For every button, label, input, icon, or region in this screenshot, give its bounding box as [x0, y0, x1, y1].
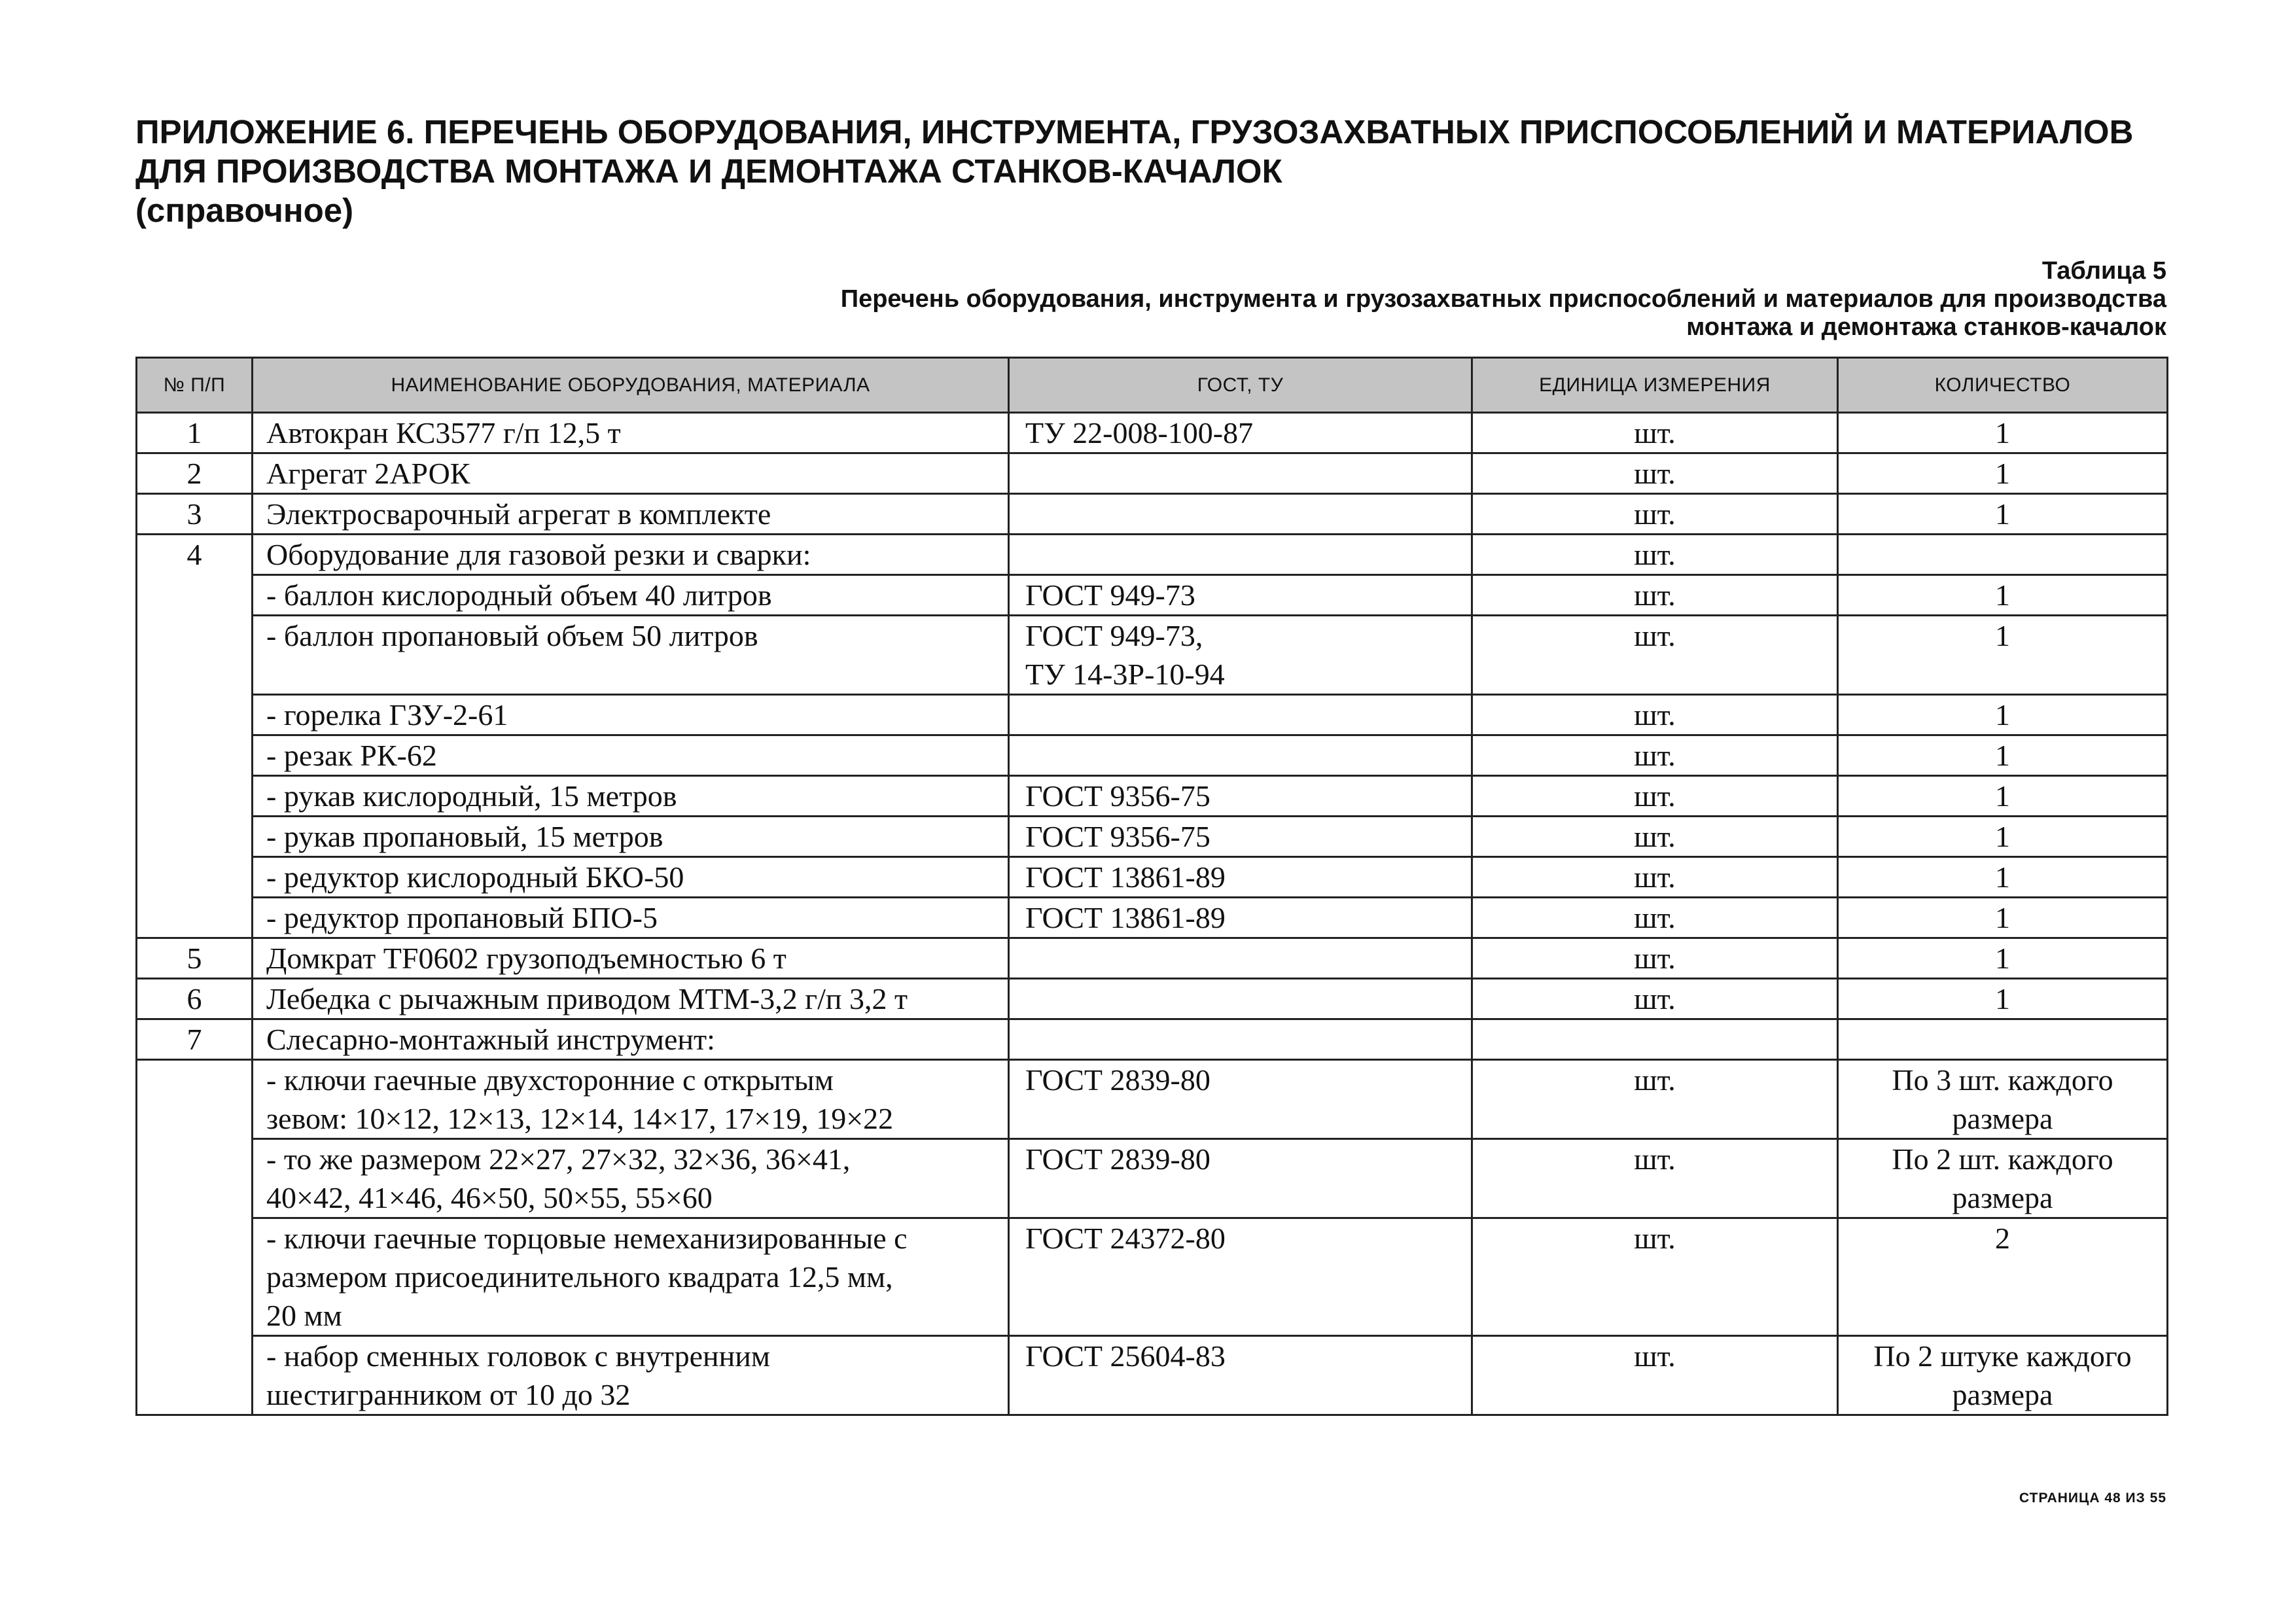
cell-no	[137, 1060, 253, 1139]
appendix-heading	[135, 113, 2170, 230]
cell-gost: ГОСТ 24372-80	[1009, 1218, 1472, 1336]
cell-qty: 1	[1838, 453, 2168, 494]
table-title-line-2: монтажа и демонтажа станков-качалок	[1686, 313, 2166, 341]
qty-line-1: По 2 шт. каждого	[1892, 1142, 2113, 1176]
cell-gost: ГОСТ 9356-75	[1009, 817, 1472, 857]
heading-line-1: ПРИЛОЖЕНИЕ 6. ПЕРЕЧЕНЬ ОБОРУДОВАНИЯ, ИНСТРУМЕНТА, ГРУЗОЗАХВАТНЫХ ПРИСПОСОБЛЕНИЙ И МАТЕРИАЛОВ	[135, 113, 2134, 150]
table-row	[137, 979, 2168, 1019]
cell-unit: шт.	[1472, 494, 1838, 535]
table-row	[137, 575, 2168, 616]
table-row	[137, 898, 2168, 938]
name-line-1: - то же размером 22×27, 27×32, 32×36, 36×41,	[266, 1142, 851, 1176]
cell-unit: шт.	[1472, 535, 1838, 575]
cell-unit: шт.	[1472, 1218, 1838, 1336]
cell-qty: 1	[1838, 938, 2168, 979]
table-caption	[465, 257, 2166, 342]
table-header-row	[137, 358, 2168, 413]
cell-name	[253, 1139, 1009, 1218]
cell-qty: 1	[1838, 776, 2168, 817]
cell-name: - рукав кислородный, 15 метров	[253, 776, 1009, 817]
table-row	[137, 938, 2168, 979]
cell-name: - редуктор пропановый БПО-5	[253, 898, 1009, 938]
cell-name: Домкрат TF0602 грузоподъемностью 6 т	[253, 938, 1009, 979]
cell-unit: шт.	[1472, 898, 1838, 938]
name-line-3: 20 мм	[266, 1299, 342, 1332]
cell-no: 7	[137, 1019, 253, 1060]
cell-qty: 1	[1838, 616, 2168, 695]
cell-name	[253, 1336, 1009, 1415]
table-row	[137, 817, 2168, 857]
table-row	[137, 413, 2168, 453]
cell-unit: шт.	[1472, 979, 1838, 1019]
cell-unit: шт.	[1472, 413, 1838, 453]
cell-qty	[1838, 1060, 2168, 1139]
name-line-1: - ключи гаечные торцовые немеханизированные с	[266, 1222, 908, 1255]
cell-gost	[1009, 1019, 1472, 1060]
cell-gost	[1009, 616, 1472, 695]
heading-line-2: ДЛЯ ПРОИЗВОДСТВА МОНТАЖА И ДЕМОНТАЖА СТАНКОВ-КАЧАЛОК	[135, 152, 1282, 190]
cell-name: Лебедка с рычажным приводом МТМ-3,2 г/п 3,2 т	[253, 979, 1009, 1019]
cell-qty	[1838, 1336, 2168, 1415]
name-line-2: размером присоединительного квадрата 12,5 мм,	[266, 1260, 893, 1294]
cell-no: 6	[137, 979, 253, 1019]
cell-no	[137, 817, 253, 857]
name-line-2: зевом: 10×12, 12×13, 12×14, 14×17, 17×19, 19×22	[266, 1102, 894, 1135]
cell-no: 5	[137, 938, 253, 979]
gost-line-1: ГОСТ 949-73,	[1025, 619, 1203, 652]
cell-qty: 1	[1838, 494, 2168, 535]
qty-line-2: размера	[1952, 1181, 2053, 1214]
cell-no: 3	[137, 494, 253, 535]
page-number: СТРАНИЦА 48 ИЗ 55	[2019, 1490, 2166, 1506]
cell-name: Электросварочный агрегат в комплекте	[253, 494, 1009, 535]
cell-no	[137, 857, 253, 898]
cell-name: - редуктор кислородный БКО-50	[253, 857, 1009, 898]
table-row	[137, 616, 2168, 695]
cell-name: - баллон пропановый объем 50 литров	[253, 616, 1009, 695]
cell-gost: ГОСТ 9356-75	[1009, 776, 1472, 817]
cell-unit: шт.	[1472, 616, 1838, 695]
cell-no	[137, 575, 253, 616]
table-label: Таблица 5	[2041, 257, 2166, 285]
cell-gost: ГОСТ 13861-89	[1009, 898, 1472, 938]
cell-name: - резак РК-62	[253, 735, 1009, 776]
cell-qty	[1838, 1019, 2168, 1060]
cell-no	[137, 616, 253, 695]
table-row	[137, 1336, 2168, 1415]
cell-no	[137, 1218, 253, 1336]
col-header-unit: ЕДИНИЦА ИЗМЕРЕНИЯ	[1472, 358, 1838, 413]
heading-line-3: (справочное)	[135, 192, 354, 229]
cell-unit: шт.	[1472, 1336, 1838, 1415]
gost-line-2: ТУ 14-3Р-10-94	[1025, 658, 1225, 691]
cell-unit: шт.	[1472, 938, 1838, 979]
cell-gost: ГОСТ 949-73	[1009, 575, 1472, 616]
col-header-qty: КОЛИЧЕСТВО	[1838, 358, 2168, 413]
cell-qty: 1	[1838, 575, 2168, 616]
cell-qty: 1	[1838, 695, 2168, 735]
cell-gost	[1009, 979, 1472, 1019]
cell-gost	[1009, 938, 1472, 979]
cell-qty	[1838, 535, 2168, 575]
cell-qty: 1	[1838, 735, 2168, 776]
cell-name	[253, 1060, 1009, 1139]
cell-gost	[1009, 735, 1472, 776]
cell-unit: шт.	[1472, 857, 1838, 898]
cell-unit: шт.	[1472, 1139, 1838, 1218]
cell-name: Автокран КС3577 г/п 12,5 т	[253, 413, 1009, 453]
cell-no: 1	[137, 413, 253, 453]
table-title-line-1: Перечень оборудования, инструмента и грузозахватных приспособлений и материалов для производства	[840, 285, 2166, 313]
cell-no	[137, 1139, 253, 1218]
cell-qty: 1	[1838, 817, 2168, 857]
col-header-name: НАИМЕНОВАНИЕ ОБОРУДОВАНИЯ, МАТЕРИАЛА	[253, 358, 1009, 413]
table-row	[137, 1060, 2168, 1139]
cell-gost: ГОСТ 2839-80	[1009, 1060, 1472, 1139]
cell-gost: ТУ 22-008-100-87	[1009, 413, 1472, 453]
cell-unit: шт.	[1472, 776, 1838, 817]
cell-name: Агрегат 2АРОК	[253, 453, 1009, 494]
cell-no	[137, 1336, 253, 1415]
cell-qty: 1	[1838, 857, 2168, 898]
table-row	[137, 1218, 2168, 1336]
cell-no	[137, 735, 253, 776]
table-row	[137, 453, 2168, 494]
table-row	[137, 776, 2168, 817]
cell-no	[137, 898, 253, 938]
cell-unit: шт.	[1472, 575, 1838, 616]
col-header-gost: ГОСТ, ТУ	[1009, 358, 1472, 413]
cell-gost	[1009, 535, 1472, 575]
equipment-table	[135, 357, 2168, 1416]
cell-no	[137, 695, 253, 735]
cell-qty: 1	[1838, 979, 2168, 1019]
cell-no: 2	[137, 453, 253, 494]
col-header-no: № П/П	[137, 358, 253, 413]
table-row	[137, 735, 2168, 776]
cell-no	[137, 776, 253, 817]
cell-unit: шт.	[1472, 1060, 1838, 1139]
cell-name	[253, 1218, 1009, 1336]
cell-qty: 1	[1838, 898, 2168, 938]
cell-gost: ГОСТ 25604-83	[1009, 1336, 1472, 1415]
table-row	[137, 857, 2168, 898]
name-line-2: шестигранником от 10 до 32	[266, 1378, 631, 1411]
cell-name: - рукав пропановый, 15 метров	[253, 817, 1009, 857]
cell-unit: шт.	[1472, 453, 1838, 494]
qty-line-1: По 3 шт. каждого	[1892, 1063, 2113, 1097]
cell-gost: ГОСТ 13861-89	[1009, 857, 1472, 898]
cell-no: 4	[137, 535, 253, 575]
cell-qty: 2	[1838, 1218, 2168, 1336]
name-line-1: - набор сменных головок с внутренним	[266, 1339, 770, 1373]
cell-unit: шт.	[1472, 735, 1838, 776]
cell-gost	[1009, 695, 1472, 735]
cell-unit: шт.	[1472, 817, 1838, 857]
cell-unit: шт.	[1472, 695, 1838, 735]
table-row	[137, 1139, 2168, 1218]
cell-gost: ГОСТ 2839-80	[1009, 1139, 1472, 1218]
cell-name: - горелка ГЗУ-2-61	[253, 695, 1009, 735]
name-line-2: 40×42, 41×46, 46×50, 50×55, 55×60	[266, 1181, 713, 1214]
cell-unit	[1472, 1019, 1838, 1060]
cell-qty: 1	[1838, 413, 2168, 453]
cell-name: Слесарно-монтажный инструмент:	[253, 1019, 1009, 1060]
table-row	[137, 695, 2168, 735]
table-row	[137, 494, 2168, 535]
qty-line-1: По 2 штуке каждого	[1873, 1339, 2132, 1373]
qty-line-2: размера	[1952, 1102, 2053, 1135]
cell-qty	[1838, 1139, 2168, 1218]
cell-name: Оборудование для газовой резки и сварки:	[253, 535, 1009, 575]
table-row	[137, 535, 2168, 575]
cell-name: - баллон кислородный объем 40 литров	[253, 575, 1009, 616]
qty-line-2: размера	[1952, 1378, 2053, 1411]
name-line-1: - ключи гаечные двухсторонние с открытым	[266, 1063, 834, 1097]
cell-gost	[1009, 453, 1472, 494]
table-row	[137, 1019, 2168, 1060]
cell-gost	[1009, 494, 1472, 535]
